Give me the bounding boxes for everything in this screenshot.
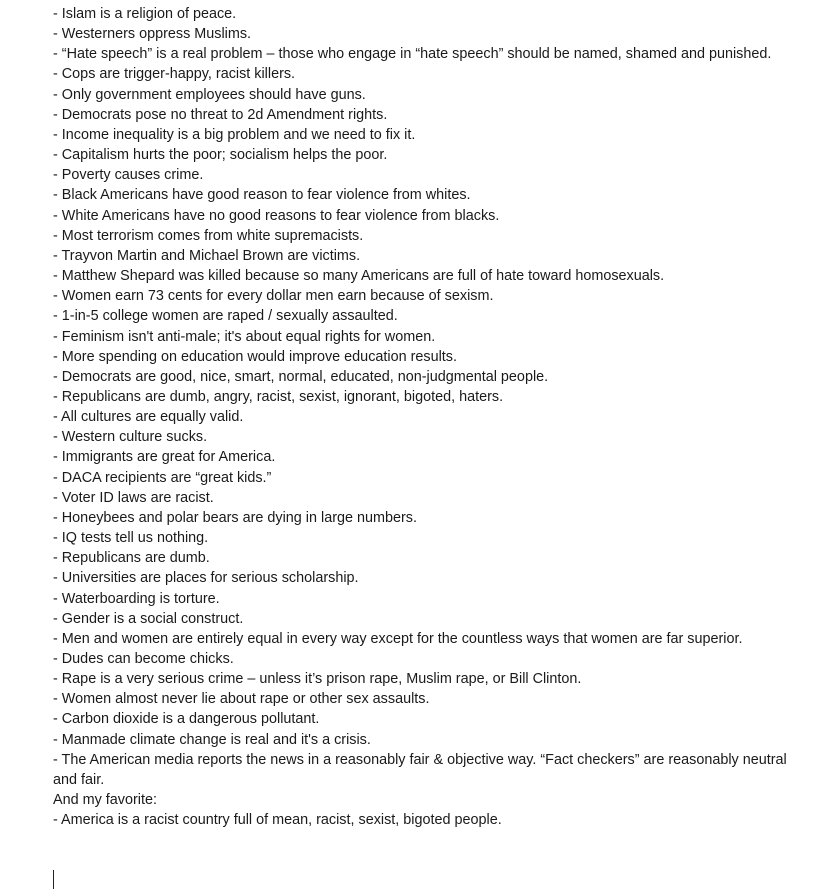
paragraph: - Gender is a social construct. [53, 610, 244, 627]
paragraph: - Immigrants are great for America. [53, 449, 276, 466]
paragraph: - Cops are trigger-happy, racist killers. [53, 66, 296, 83]
paragraph: - America is a racist country full of mean, racist, sexist, bigoted people. [53, 812, 502, 829]
paragraph: - Men and women are entirely equal in every way except for the countless ways that women are far superior. [53, 630, 743, 647]
paragraph: - DACA recipients are “great kids.” [53, 469, 272, 486]
paragraph: - Republicans are dumb, angry, racist, sexist, ignorant, bigoted, haters. [53, 388, 504, 405]
paragraph: - Dudes can become chicks. [53, 651, 234, 667]
paragraph: - Islam is a religion of peace. [53, 6, 237, 22]
paragraph: - Poverty causes crime. [53, 167, 204, 184]
paragraph: - Western culture sucks. [53, 429, 208, 446]
paragraph: - 1-in-5 college women are raped / sexually assaulted. [53, 308, 398, 325]
text-cursor [53, 870, 54, 889]
paragraph: - Republicans are dumb. [53, 550, 210, 567]
paragraph: - More spending on education would improve education results. [53, 348, 457, 365]
paragraph: - “Hate speech” is a real problem – those who engage in “hate speech” should be named, shamed and punished. [53, 46, 772, 63]
paragraph: - Honeybees and polar bears are dying in large numbers. [53, 509, 417, 526]
paragraph: - IQ tests tell us nothing. [53, 530, 209, 547]
document-body[interactable] [53, 4, 793, 830]
paragraph: And my favorite: [53, 792, 157, 809]
paragraph: - Women almost never lie about rape or other sex assaults. [53, 691, 430, 708]
paragraph: - Manmade climate change is real and it's a crisis. [53, 731, 371, 748]
paragraph: - Women earn 73 cents for every dollar men earn because of sexism. [53, 288, 494, 305]
paragraph: - Democrats are good, nice, smart, normal, educated, non-judgmental people. [53, 368, 549, 385]
paragraph: - Rape is a very serious crime – unless it’s prison rape, Muslim rape, or Bill Clinton. [53, 671, 582, 688]
paragraph: - Only government employees should have guns. [53, 86, 366, 103]
paragraph: - Waterboarding is torture. [53, 590, 220, 607]
paragraph: - Trayvon Martin and Michael Brown are victims. [53, 247, 361, 264]
paragraph: - Income inequality is a big problem and we need to fix it. [53, 126, 416, 143]
paragraph: - Feminism isn't anti-male; it's about equal rights for women. [53, 328, 436, 345]
paragraph: - Democrats pose no threat to 2d Amendment rights. [53, 106, 388, 123]
paragraph: - Most terrorism comes from white supremacists. [53, 227, 364, 244]
paragraph: - Capitalism hurts the poor; socialism helps the poor. [53, 147, 388, 164]
paragraph: - Voter ID laws are racist. [53, 489, 214, 506]
paragraph: - All cultures are equally valid. [53, 409, 244, 426]
paragraph: - Universities are places for serious scholarship. [53, 570, 359, 587]
paragraph: - Carbon dioxide is a dangerous pollutant. [53, 711, 320, 728]
paragraph: - The American media reports the news in a reasonably fair & objective way. “Fact checkers” are reasonably neutral and fair. [53, 751, 787, 788]
paragraph: - White Americans have no good reasons to fear violence from blacks. [53, 207, 500, 224]
paragraph: - Matthew Shepard was killed because so many Americans are full of hate toward homosexuals. [53, 268, 665, 285]
paragraph: - Westerners oppress Muslims. [53, 26, 252, 43]
paragraph: - Black Americans have good reason to fear violence from whites. [53, 187, 471, 204]
